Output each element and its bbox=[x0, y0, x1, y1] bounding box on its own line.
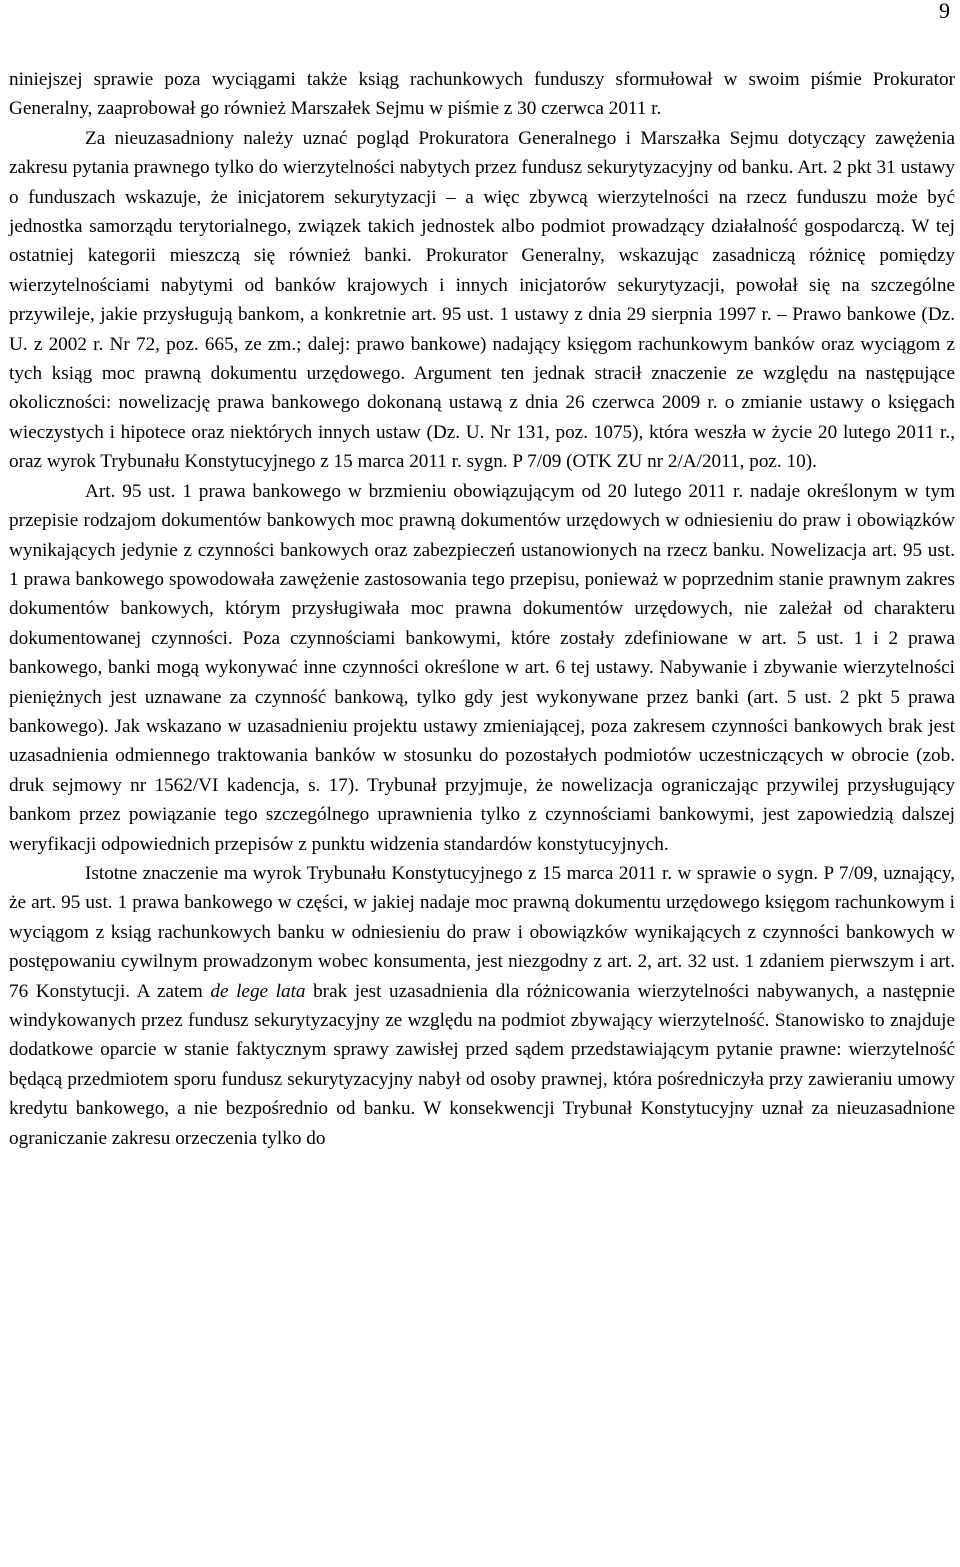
latin-phrase: de lege lata bbox=[210, 980, 306, 1002]
page-number: 9 bbox=[939, 0, 950, 23]
paragraph-3: Art. 95 ust. 1 prawa bankowego w brzmieniu obowiązującym od 20 lutego 2011 r. nadaje określonym w tym przepisie rodzajom dokumentów bankowych moc prawną dokumentów urzędowych w odniesieniu do praw i obowiązków wynikających jedynie z czynności bankowych oraz zabezpieczeń ustanowionych na rzecz banku. Nowelizacja art. 95 ust. 1 prawa bankowego spowodowała zawężenie zastosowania tego przepisu, ponieważ w poprzednim stanie prawnym zakres dokumentów bankowych, którym przysługiwała moc prawna dokumentów urzędowych, nie zależał od charakteru dokumentowanej czynności. Poza czynnościami bankowymi, które zostały zdefiniowane w art. 5 ust. 1 i 2 prawa bankowego, banki mogą wykonywać inne czynności określone w art. 6 tej ustawy. Nabywanie i zbywanie wierzytelności pieniężnych jest uznawane za czynność bankową, tylko gdy jest wykonywane przez banki (art. 5 ust. 2 pkt 5 prawa bankowego). Jak wskazano w uzasadnieniu projektu ustawy zmieniającej, poza zakresem czynności bankowych brak jest uzasadnienia odmiennego traktowania banków w stosunku do pozostałych podmiotów uczestniczących w obrocie (zob. druk sejmowy nr 1562/VI kadencja, s. 17). Trybunał przyjmuje, że nowelizacja ograniczając przywilej przysługujący bankom przez powiązanie tego szczególnego uprawnienia tylko z czynnościami bankowymi, jest zapowiedzią dalszej weryfikacji odpowiednich przepisów z punktu widzenia standardów konstytucyjnych. bbox=[9, 480, 955, 855]
paragraph-4 bbox=[9, 859, 955, 1153]
document-body bbox=[9, 65, 955, 1153]
paragraph-4-text-after-italic: brak jest uzasadnienia dla różnicowania wierzytelności nabywanych, a następnie windykowanych przez fundusz sekurytyzacyjny ze względu na podmiot zbywający wierzytelność. Stanowisko to znajduje dodatkowe oparcie w stanie faktycznym sprawy zawisłej przed sądem przedstawiającym pytanie prawne: wierzytelność będącą przedmiotem sporu fundusz sekurytyzacyjny nabył od osoby prawnej, która pośredniczyła przy zawieraniu umowy kredytu bankowego, a nie bezpośrednio od banku. W konsekwencji Trybunał Konstytucyjny uznał za nieuzasadnione ograniczanie zakresu orzeczenia tylko do bbox=[9, 980, 955, 1149]
paragraph-2: Za nieuzasadniony należy uznać pogląd Prokuratora Generalnego i Marszałka Sejmu dotyczący zawężenia zakresu pytania prawnego tylko do wierzytelności nabytych przez fundusz sekurytyzacyjny od banku. Art. 2 pkt 31 ustawy o funduszach wskazuje, że inicjatorem sekurytyzacji – a więc zbywcą wierzytelności na rzecz funduszu może być jednostka samorządu terytorialnego, związek takich jednostek albo podmiot prowadzący działalność gospodarczą. W tej ostatniej kategorii mieszczą się również banki. Prokurator Generalny, wskazując zasadniczą różnicę pomiędzy wierzytelnościami nabytymi od banków krajowych i innych inicjatorów sekurytyzacji, powołał się na szczególne przywileje, jakie przysługują bankom, a konkretnie art. 95 ust. 1 ustawy z dnia 29 sierpnia 1997 r. – Prawo bankowe (Dz. U. z 2002 r. Nr 72, poz. 665, ze zm.; dalej: prawo bankowe) nadający księgom rachunkowym banków oraz wyciągom z tych ksiąg moc prawną dokumentu urzędowego. Argument ten jednak stracił znaczenie ze względu na następujące okoliczności: nowelizację prawa bankowego dokonaną ustawą z dnia 26 czerwca 2009 r. o zmianie ustawy o księgach wieczystych i hipotece oraz niektórych innych ustaw (Dz. U. Nr 131, poz. 1075), która weszła w życie 20 lutego 2011 r., oraz wyrok Trybunału Konstytucyjnego z 15 marca 2011 r. sygn. P 7/09 (OTK ZU nr 2/A/2011, poz. 10). bbox=[9, 127, 955, 473]
paragraph-4-text-before-italic: Istotne znaczenie ma wyrok Trybunału Konstytucyjnego z 15 marca 2011 r. w sprawie o sygn. P 7/09, uznający, że art. 95 ust. 1 prawa bankowego w części, w jakiej nadaje moc prawną dokumentu urzędowego księgom rachunkowym i wyciągom z ksiąg rachunkowych banku w odniesieniu do praw i obowiązków wynikających z czynności bankowych w postępowaniu cywilnym prowadzonym wobec konsumenta, jest niezgodny z art. 2, art. 32 ust. 1 zdaniem pierwszym i art. 76 Konstytucji. A zatem bbox=[9, 862, 955, 1002]
paragraph-1: niniejszej sprawie poza wyciągami także ksiąg rachunkowych funduszy sformułował w swoim piśmie Prokurator Generalny, zaaprobował go również Marszałek Sejmu w piśmie z 30 czerwca 2011 r. bbox=[9, 69, 955, 120]
